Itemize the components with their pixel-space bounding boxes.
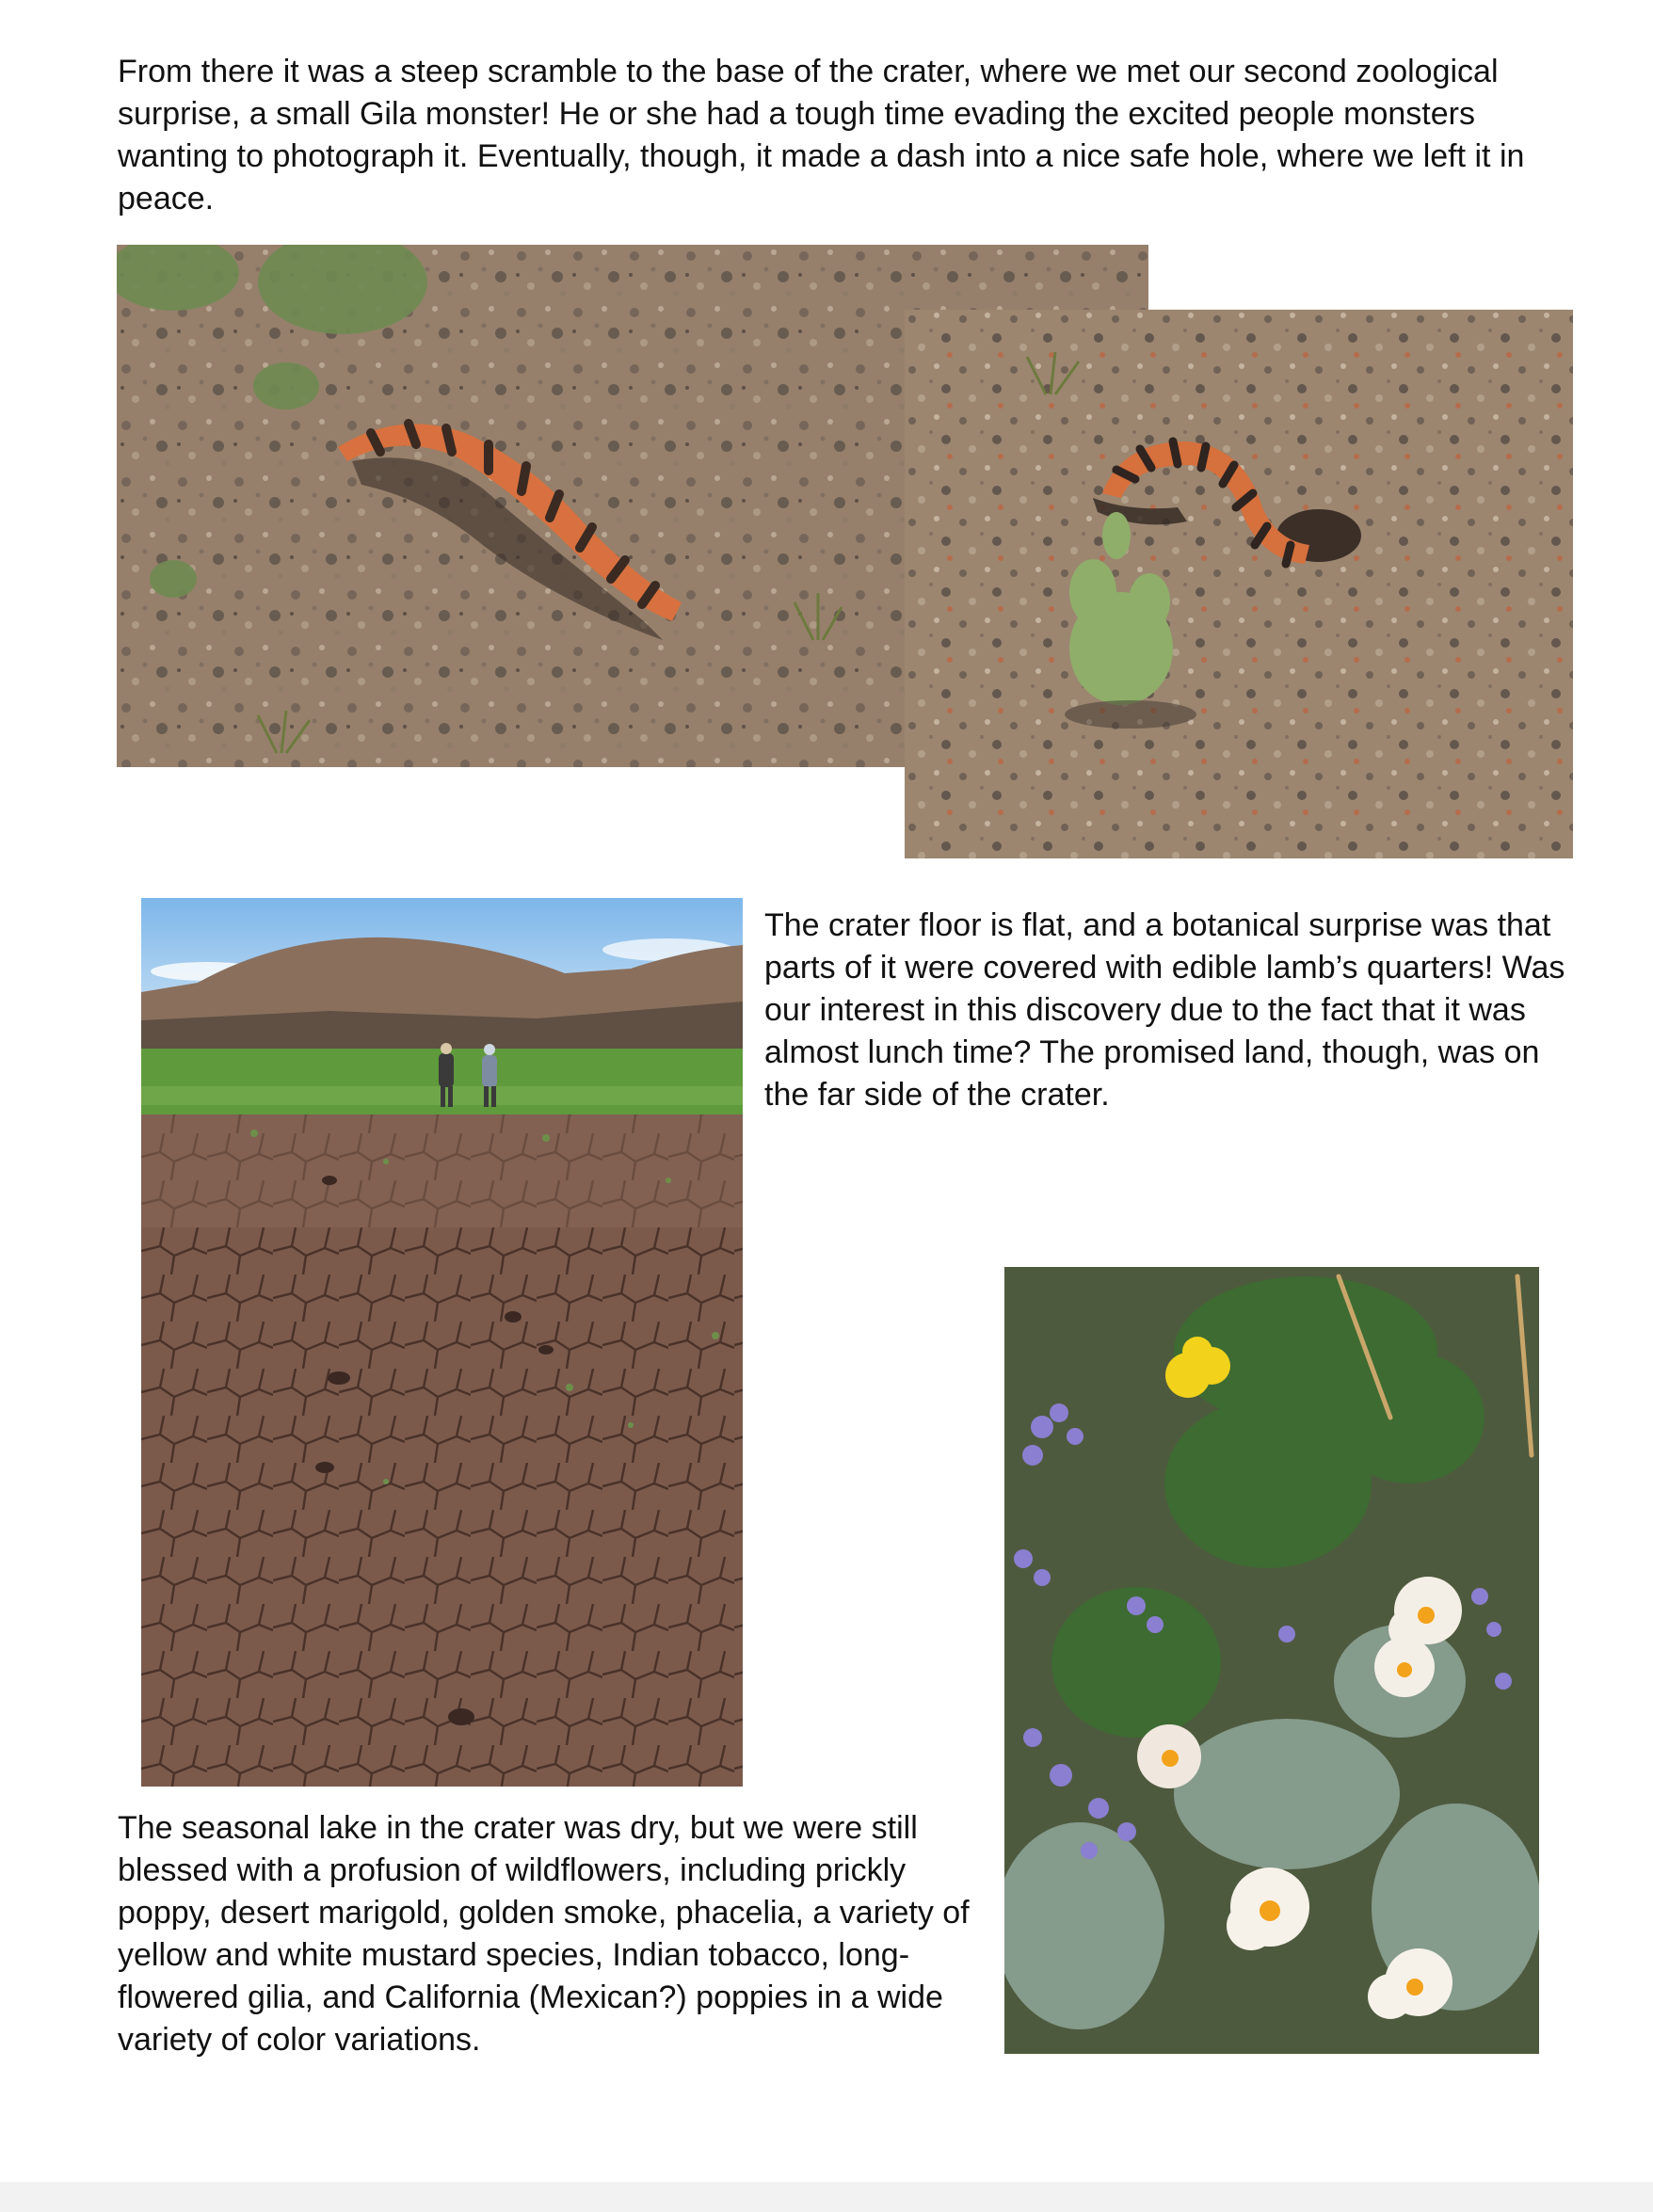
wildflowers-photo (1004, 1267, 1539, 2054)
intro-paragraph: From there it was a steep scramble to the base of the crater, where we met our second zoological surprise, a small Gila monster! He or she had a tough time evading the excited people monsters wanting to photograph it. Eventually, though, it made a dash into a nice safe hole, where we left it in peace. (118, 54, 1525, 216)
gila-monster-photo-2 (905, 310, 1573, 858)
page-bottom-edge (0, 2182, 1653, 2212)
wildflowers-paragraph: The seasonal lake in the crater was dry, but we were still blessed with a profusion of wildflowers, including prickly poppy, desert marigold, golden smoke, phacelia, a variety of yellow and white mustard species, Indian tobacco, long-flowered gilia, and California (Mexican?) poppies in a wide variety of color variations. (118, 1810, 970, 2058)
crater-floor-photo (141, 898, 743, 1787)
crater-floor-paragraph: The crater floor is flat, and a botanical surprise was that parts of it were covered with edible lamb’s quarters! Was our interest in this discovery due to the fact that it was almost lunch time? The promised land, though, was on the far side of the crater. (764, 907, 1565, 1113)
